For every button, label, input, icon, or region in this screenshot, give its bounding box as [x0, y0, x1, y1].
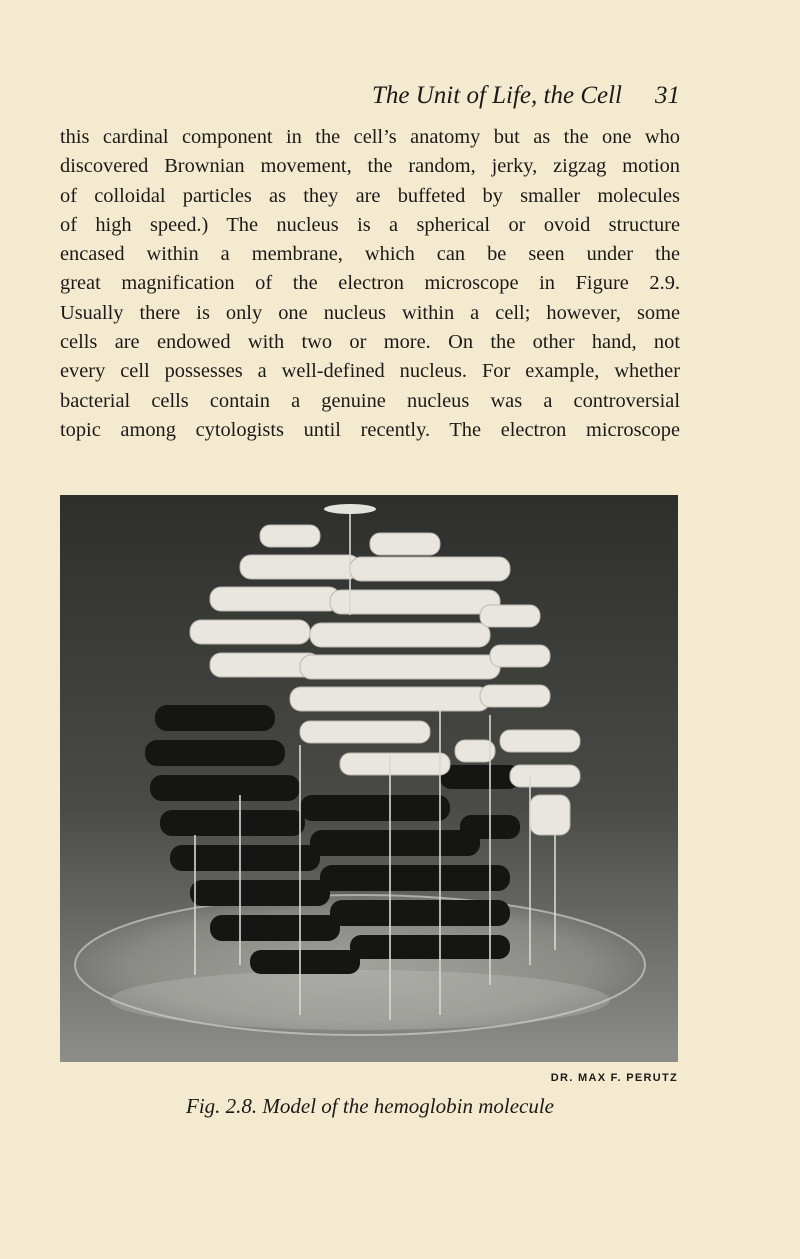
running-head — [60, 82, 680, 118]
body-line: bacterial cells contain a genuine nucleus was a controversial — [60, 389, 680, 412]
body-paragraph — [60, 123, 680, 445]
running-head-title: The Unit of Life, the Cell — [372, 82, 622, 109]
body-line: great magnification of the electron microscope in Figure 2.9. — [60, 272, 680, 295]
body-line: topic among cytologists until recently. The electron microscope — [60, 418, 680, 441]
body-line: this cardinal component in the cell’s anatomy but as the one who — [60, 126, 680, 148]
hemoglobin-model-photo — [60, 495, 678, 1062]
body-line: encased within a membrane, which can be seen under the — [60, 243, 680, 266]
body-line: every cell possesses a well-defined nucleus. For example, whether — [60, 360, 680, 383]
body-line: of colloidal particles as they are buffeted by smaller molecules — [60, 184, 680, 207]
figure-caption: Fig. 2.8. Model of the hemoglobin molecule — [186, 1094, 555, 1118]
body-line: Usually there is only one nucleus within a cell; however, some — [60, 301, 680, 324]
body-line: discovered Brownian movement, the random, jerky, zigzag motion — [60, 155, 680, 178]
photo-credit: DR. MAX F. PERUTZ — [550, 1072, 678, 1084]
body-line: of high speed.) The nucleus is a spherical or ovoid structure — [60, 213, 680, 236]
body-line: cells are endowed with two or more. On the other hand, not — [60, 331, 680, 354]
page-number: 31 — [655, 82, 680, 109]
